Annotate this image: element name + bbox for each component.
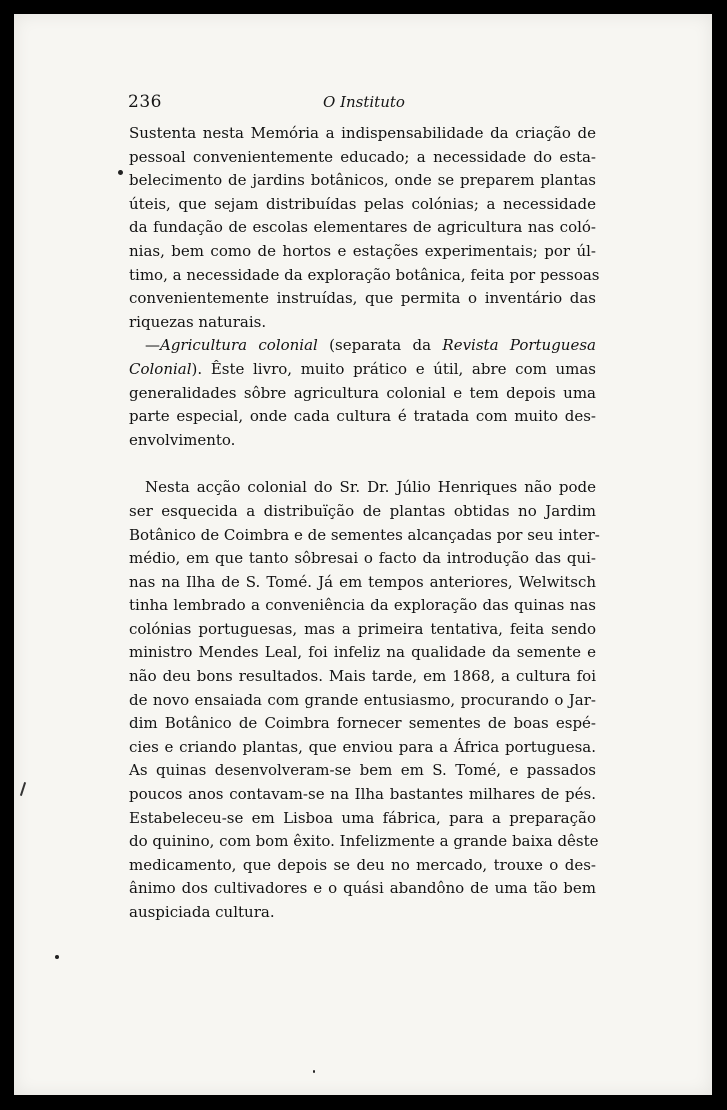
paragraph-memoria xyxy=(129,122,600,334)
text-fragment: ). Êste livro, muito prático e útil, abre com umas xyxy=(191,359,596,378)
text-line xyxy=(129,334,596,358)
text-line: Estabeleceu-se em Lisboa uma fábrica, para a preparação xyxy=(129,808,596,827)
text-line: timo, a necessidade da exploração botânica, feita por pessoas xyxy=(129,265,600,284)
text-line: riquezas naturais. xyxy=(129,312,267,331)
text-line xyxy=(129,358,596,382)
text-line: convenientemente instruídas, que permita o inventário das xyxy=(129,289,596,308)
text-line: As quinas desenvolveram-se bem em S. Tomé, e passados xyxy=(129,761,596,780)
scan-speck xyxy=(313,1070,315,1073)
page-header xyxy=(128,92,592,114)
text-line: do quinino, com bom êxito. Infelizmente a grande baixa dêste xyxy=(129,832,599,851)
text-line: ânimo dos cultivadores e o quási abandôno de uma tão bem xyxy=(129,879,596,898)
scan-speck xyxy=(118,170,123,175)
text-line: tinha lembrado a conveniência da exploração das quinas nas xyxy=(129,596,596,615)
text-line: cies e criando plantas, que enviou para a África portuguesa. xyxy=(129,737,596,756)
paragraph-agricultura-colonial xyxy=(129,334,596,452)
text-line: dim Botânico de Coimbra fornecer sementes de boas espé- xyxy=(129,714,596,733)
text-line: nas na Ilha de S. Tomé. Já em tempos anteriores, Welwitsch xyxy=(129,572,596,591)
scan-speck xyxy=(55,955,59,959)
page-number: 236 xyxy=(128,92,162,112)
em-dash: — xyxy=(145,336,160,355)
text-line: generalidades sôbre agricultura colonial e tem depois uma xyxy=(129,383,596,402)
paragraph-julio-henriques xyxy=(129,476,600,924)
text-line: ser esquecida a distribuïção de plantas obtidas no Jardim xyxy=(129,501,596,520)
text-line: colónias portuguesas, mas a primeira tentativa, feita sendo xyxy=(129,619,596,638)
text-line: pessoal convenientemente educado; a necessidade do esta- xyxy=(129,147,596,166)
text-line: belecimento de jardins botânicos, onde se preparem plantas xyxy=(129,171,596,190)
journal-title-end: Colonial xyxy=(129,359,192,378)
text-fragment: (separata da xyxy=(317,336,443,355)
text-line: auspiciada cultura. xyxy=(129,903,275,921)
text-line: da fundação de escolas elementares de agricultura nas coló- xyxy=(129,218,596,237)
text-line: não deu bons resultados. Mais tarde, em 1868, a cultura foi xyxy=(129,667,596,686)
text-line: de novo ensaiada com grande entusiasmo, procurando o Jar- xyxy=(129,690,596,709)
text-line: ministro Mendes Leal, foi infeliz na qualidade da semente e xyxy=(129,643,596,662)
text-line: Botânico de Coimbra e de sementes alcançadas por seu inter- xyxy=(129,525,600,544)
text-line: poucos anos contavam-se na Ilha bastantes milhares de pés. xyxy=(129,785,596,804)
text-line: Sustenta nesta Memória a indispensabilidade da criação de xyxy=(129,124,596,142)
journal-title: Revista Portuguesa xyxy=(442,336,596,355)
running-head: O Instituto xyxy=(323,93,405,111)
text-line: medicamento, que depois se deu no mercado, trouxe o des- xyxy=(129,855,596,874)
text-line: nias, bem como de hortos e estações experimentais; por úl- xyxy=(129,241,596,260)
book-title: Agricultura colonial xyxy=(160,336,318,355)
body-text xyxy=(129,122,600,925)
text-line: Nesta acção colonial do Sr. Dr. Júlio Henriques não pode xyxy=(145,478,596,497)
text-line: úteis, que sejam distribuídas pelas colónias; a necessidade xyxy=(129,194,596,213)
text-line: parte especial, onde cada cultura é tratada com muito des- xyxy=(129,407,596,426)
text-line: médio, em que tanto sôbresai o facto da introdução das qui- xyxy=(129,549,596,568)
text-line: envolvimento. xyxy=(129,430,236,449)
